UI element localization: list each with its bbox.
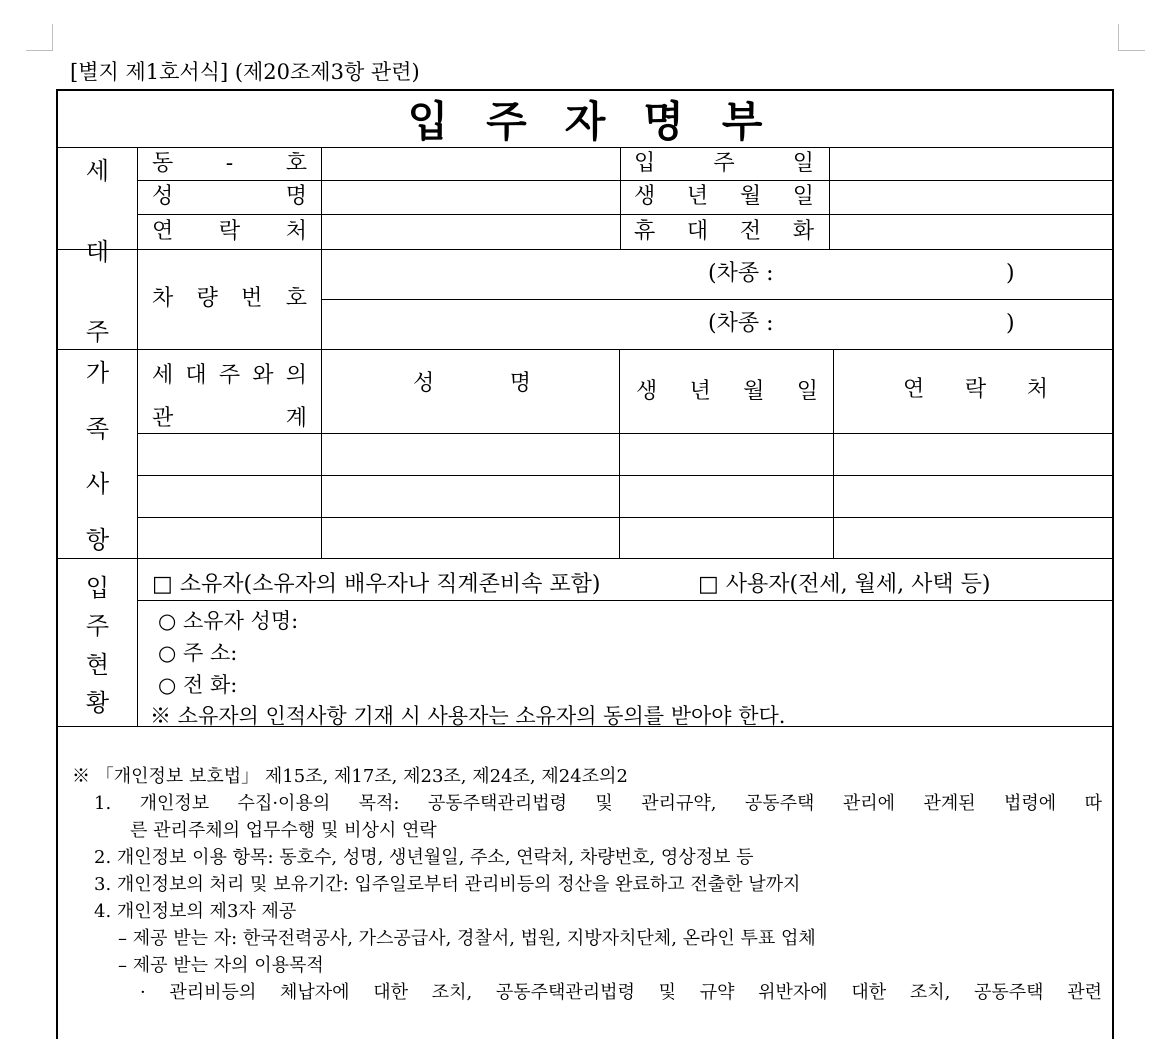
privacy-item-4-purpose-detail: · 관리비등의 체납자에 대한 조치, 공동주택관리법령 및 규약 위반자에 대한 조치, 공동주택 관련	[140, 982, 1102, 1003]
householder-section-label: 세 대 주	[85, 157, 110, 346]
privacy-item-4-purpose: – 제공 받는 자의 이용목적	[118, 955, 324, 976]
owner-phone-field[interactable]: ○ 전 화:	[158, 673, 238, 697]
privacy-law-reference: ※ 「개인정보 보호법」 제15조, 제17조, 제23조, 제24조, 제24조의2	[72, 766, 628, 787]
move-in-date-label: 입 주 일	[634, 150, 814, 176]
car-type-2-close: )	[1006, 311, 1015, 336]
birth-date-field[interactable]	[830, 181, 1114, 214]
form-title: 입주자명부	[58, 91, 1112, 148]
owner-address-field[interactable]: ○ 주 소:	[158, 641, 238, 665]
user-checkbox-option[interactable]: □ 사용자(전세, 월세, 사택 등)	[698, 572, 991, 597]
birth-date-label: 생 년 월 일	[634, 184, 814, 209]
relation-header-line2: 관 계	[152, 406, 307, 431]
privacy-item-3: 3. 개인정보의 처리 및 보유기간: 입주일로부터 관리비등의 정산을 완료하고 전출한 날까지	[94, 874, 801, 895]
car-type-1-label[interactable]: (차종 :	[708, 261, 774, 286]
mobile-label: 휴 대 전 화	[634, 218, 814, 244]
family-section-label: 가 족 사 항	[85, 359, 110, 554]
relation-header-line1: 세 대 주 와 의	[152, 363, 307, 388]
residence-section-label: 입 주 현 황	[85, 574, 110, 717]
privacy-item-1: 1. 개인정보 수집·이용의 목적: 공동주택관리법령 및 관리규약, 공동주택 관리에 관계된 법령에 따	[94, 793, 1102, 814]
form-annex-note: [별지 제1호서식] (제20조제3항 관련)	[70, 60, 420, 84]
name-label: 성 명	[152, 184, 307, 209]
mobile-field[interactable]	[830, 215, 1114, 249]
contact-label: 연 락 처	[152, 218, 307, 244]
car-type-1-close: )	[1006, 261, 1015, 286]
contact-field[interactable]	[322, 215, 619, 249]
car-type-2-label[interactable]: (차종 :	[708, 311, 774, 336]
family-name-header: 성 명	[413, 371, 531, 396]
vehicle-number-label: 차 량 번 호	[152, 286, 307, 311]
owner-consent-note: ※ 소유자의 인적사항 기재 시 사용자는 소유자의 동의를 받아야 한다.	[150, 704, 786, 728]
page-corner-mark-left	[26, 24, 53, 51]
owner-name-field[interactable]: ○ 소유자 성명:	[158, 609, 299, 633]
dong-ho-field[interactable]	[322, 148, 619, 180]
privacy-item-1-continued: 른 관리주체의 업무수행 및 비상시 연락	[130, 820, 437, 841]
resident-register-form	[56, 89, 1114, 1039]
dong-ho-label: 동 - 호	[152, 150, 307, 176]
name-field[interactable]	[322, 181, 619, 214]
privacy-item-2: 2. 개인정보 이용 항목: 동호수, 성명, 생년월일, 주소, 연락처, 차량번호, 영상정보 등	[94, 847, 754, 868]
page-corner-mark-right	[1118, 24, 1145, 51]
privacy-item-4-recipients: – 제공 받는 자: 한국전력공사, 가스공급사, 경찰서, 법원, 지방자치단체, 온라인 투표 업체	[118, 928, 816, 949]
privacy-item-4: 4. 개인정보의 제3자 제공	[94, 901, 297, 922]
move-in-date-field[interactable]	[830, 148, 1114, 180]
family-contact-header: 연 락 처	[903, 377, 1048, 402]
family-birth-date-header: 생 년 월 일	[636, 379, 818, 404]
owner-checkbox-option[interactable]: □ 소유자(소유자의 배우자나 직계존비속 포함)	[152, 572, 601, 597]
